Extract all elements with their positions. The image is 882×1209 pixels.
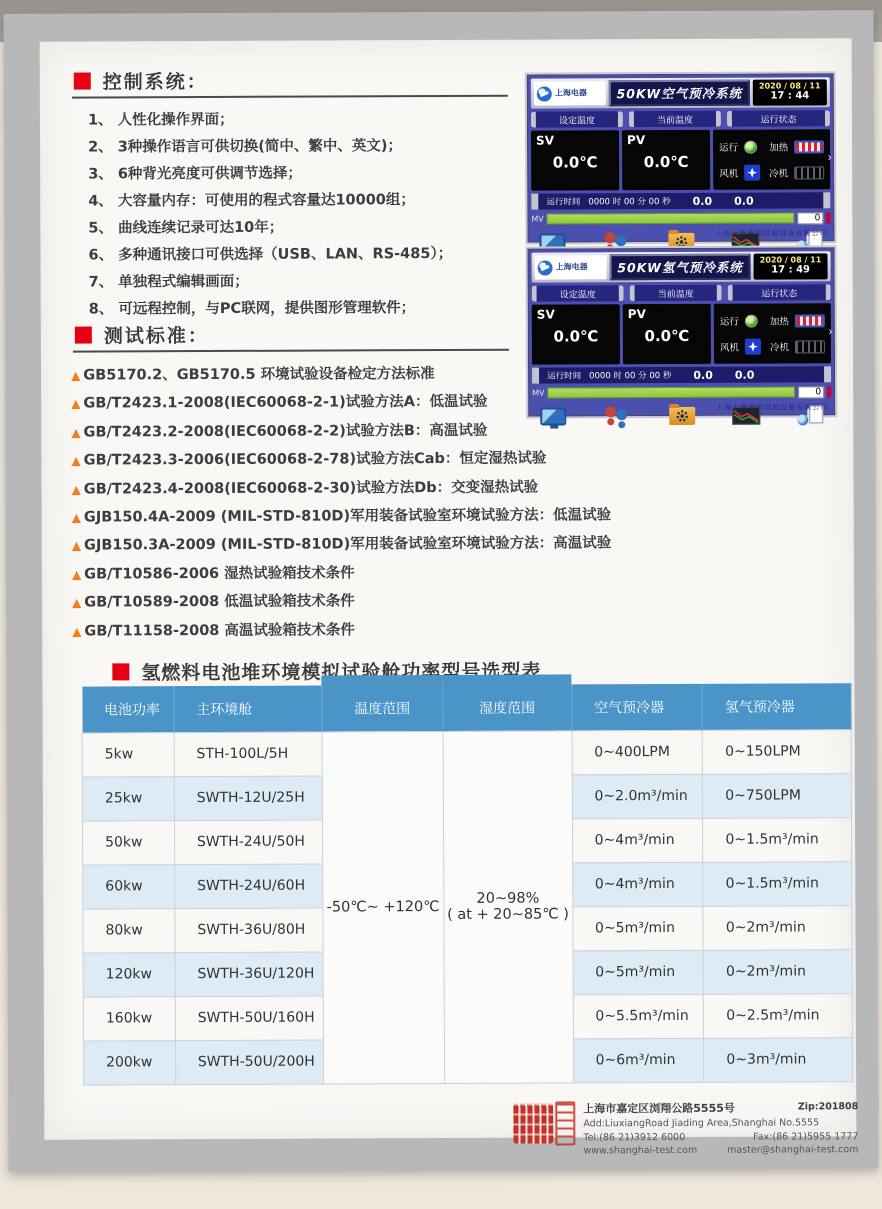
cell-h2-precooler: 0~3m³/min bbox=[704, 1037, 853, 1082]
fan-label: 风机 bbox=[719, 342, 739, 354]
control-system-item: 8、 可远程控制，与PC联网，提供图形管理软件； bbox=[88, 300, 416, 318]
panel-title: 50KW空气预冷系统 bbox=[609, 80, 750, 107]
runtime-extra-2: 0.0 bbox=[734, 368, 755, 382]
col-header-chamber: 主环境舱 bbox=[174, 686, 322, 733]
panel-main bbox=[531, 129, 833, 190]
cell-air-precooler: 0~400LPM bbox=[572, 730, 703, 775]
cell-power: 160kw bbox=[83, 996, 175, 1040]
cell-h2-precooler: 0~1.5m³/min bbox=[703, 861, 852, 906]
cell-air-precooler: 0~2.0m³/min bbox=[572, 774, 703, 819]
heater-icon bbox=[794, 140, 824, 153]
fan-label: 风机 bbox=[719, 168, 739, 180]
panel-date: 2020 / 08 / 11 bbox=[759, 255, 822, 265]
col-header-temp: 温度范围 bbox=[322, 685, 443, 732]
runtime-bar bbox=[532, 366, 831, 383]
control-system-item: 4、 大容量内存：可使用的程式容量达10000组； bbox=[88, 192, 415, 210]
col-header-humidity: 湿度范围 bbox=[443, 684, 572, 731]
control-system-item: 1、 人性化操作界面； bbox=[87, 111, 234, 129]
test-standard-item: ▲ GB/T2423.3-2006(IEC60068-2-78)试验方法Cab：恒定湿热试验 bbox=[71, 450, 547, 469]
program-folder-icon bbox=[669, 407, 695, 425]
control-system-item: 7、 单独程式编辑画面； bbox=[88, 273, 249, 291]
panel-tab-bar bbox=[531, 110, 830, 127]
hmi-screenshot-hydrogen bbox=[528, 247, 836, 416]
pv-label: PV bbox=[627, 307, 646, 322]
panel-logo bbox=[534, 81, 606, 105]
col-header-h2-precooler: 氢气预冷器 bbox=[702, 683, 851, 730]
cell-chamber: SWTH-36U/80H bbox=[175, 908, 323, 953]
sv-label: SV bbox=[536, 307, 555, 322]
test-standard-item: ▲ GB/T2423.1-2008(IEC60068-2-1)试验方法A：低温试验 bbox=[71, 394, 488, 412]
mv-row bbox=[532, 385, 831, 399]
hmi-panel bbox=[528, 247, 836, 416]
cell-chamber: SWTH-36U/120H bbox=[175, 952, 323, 997]
mv-progress-bar bbox=[547, 212, 795, 224]
cool-label: 冷机 bbox=[769, 168, 789, 180]
cell-temp-range-merged: -50℃~ +120℃ bbox=[322, 731, 444, 1084]
panel-watermark: 上海上器集团试验设备有限公司 bbox=[716, 403, 829, 412]
monitor-icon bbox=[540, 407, 566, 425]
cell-air-precooler: 0~4m³/min bbox=[572, 818, 703, 863]
test-standard-item: ▲ GJB150.4A-2009 (MIL-STD-810D)军用装备试验室环境试验方法：低温试验 bbox=[71, 507, 612, 526]
cell-power: 60kw bbox=[83, 864, 175, 908]
red-square-bullet bbox=[74, 73, 91, 90]
panel-date: 2020 / 08 / 11 bbox=[759, 81, 821, 91]
tab-set-temperature: 设定温度 bbox=[532, 285, 624, 301]
cell-h2-precooler: 0~2.5m³/min bbox=[704, 993, 853, 1038]
cell-power: 25kw bbox=[82, 776, 174, 820]
section-rule bbox=[72, 95, 508, 99]
triangle-bullet: ▲ bbox=[72, 595, 82, 610]
control-system-item: 3、 6种背光亮度可供调节选择； bbox=[88, 165, 302, 183]
control-system-list bbox=[88, 106, 519, 324]
control-system-item: 5、 曲线连续记录可达10年； bbox=[88, 219, 284, 237]
chiller-icon bbox=[795, 340, 825, 353]
cell-h2-precooler: 0~1.5m³/min bbox=[703, 817, 852, 862]
tab-current-temperature: 当前温度 bbox=[630, 285, 722, 301]
sv-label: SV bbox=[536, 133, 555, 148]
triangle-bullet: ▲ bbox=[71, 453, 81, 468]
cell-power: 80kw bbox=[83, 908, 175, 952]
heat-label: 加热 bbox=[769, 316, 789, 328]
mv-row bbox=[531, 211, 830, 225]
mv-value-box: 0 bbox=[797, 212, 823, 224]
col-header-power: 电池功率 bbox=[82, 686, 174, 732]
red-square-bullet bbox=[75, 327, 92, 344]
website: www.shanghai-test.com bbox=[583, 1145, 698, 1157]
cell-power: 200kw bbox=[83, 1040, 175, 1084]
test-standard-item: ▲ GJB150.3A-2009 (MIL-STD-810D)军用装备试验室环境试验方法：高温试验 bbox=[71, 535, 612, 554]
footer-contact-block bbox=[513, 1100, 858, 1159]
triangle-bullet: ▲ bbox=[71, 425, 81, 440]
red-square-bullet bbox=[112, 663, 129, 680]
model-selection-table bbox=[81, 683, 853, 1085]
runtime-bar bbox=[531, 192, 830, 209]
tab-run-status: 运行状态 bbox=[728, 284, 831, 300]
scanned-page bbox=[3, 10, 878, 1172]
cell-h2-precooler: 0~2m³/min bbox=[703, 949, 852, 994]
cell-chamber: STH-100L/5H bbox=[174, 732, 322, 777]
address-en: Add:LiuxiangRoad Jiading Area,Shanghai No.5555 bbox=[583, 1117, 820, 1130]
triangle-bullet: ▲ bbox=[71, 539, 82, 554]
section-title: 测试标准： bbox=[103, 325, 209, 348]
cell-air-precooler: 0~5m³/min bbox=[573, 950, 704, 995]
cool-label: 冷机 bbox=[769, 342, 789, 354]
runtime-extra-1: 0.0 bbox=[693, 368, 713, 382]
triangle-bullet: ▲ bbox=[71, 396, 81, 412]
cell-power: 5kw bbox=[82, 732, 174, 776]
logo-text: 上海电器 bbox=[555, 262, 588, 272]
test-standard-item: ▲ GB/T2423.4-2008(IEC60068-2-30)试验方法Db：交变湿热试验 bbox=[71, 479, 539, 498]
section-title: 控制系统： bbox=[102, 71, 208, 94]
cell-h2-precooler: 0~150LPM bbox=[702, 729, 851, 774]
pv-value: 0.0℃ bbox=[644, 326, 690, 346]
next-page-arrow: › bbox=[827, 150, 833, 165]
cell-chamber: SWTH-24U/60H bbox=[175, 864, 323, 909]
next-page-arrow: › bbox=[828, 324, 833, 339]
mv-label: MV bbox=[531, 214, 544, 224]
cell-h2-precooler: 0~2m³/min bbox=[703, 905, 852, 950]
email: master@shanghai-test.com bbox=[727, 1144, 859, 1157]
pv-display bbox=[623, 304, 711, 364]
mv-progress-bar bbox=[547, 386, 795, 398]
test-standards-header bbox=[75, 321, 209, 349]
zip-code: Zip:201808 bbox=[797, 1101, 859, 1113]
run-status-box bbox=[714, 303, 831, 364]
runtime-value: 0000 时 00 分 00 秒 bbox=[588, 196, 671, 208]
cell-air-precooler: 0~5.5m³/min bbox=[573, 994, 704, 1039]
test-standard-item: ▲ GB5170.2、GB5170.5 环境试验设备检定方法标准 bbox=[71, 366, 435, 384]
logo-swirl-icon bbox=[537, 86, 552, 101]
panel-tab-bar bbox=[532, 284, 831, 301]
pv-label: PV bbox=[627, 133, 646, 148]
pv-value: 0.0℃ bbox=[643, 152, 689, 172]
panel-logo bbox=[535, 255, 607, 279]
sv-value: 0.0℃ bbox=[552, 153, 598, 172]
runtime-extra-2: 0.0 bbox=[734, 194, 754, 208]
mv-label: MV bbox=[532, 388, 545, 398]
panel-watermark: 上海上器集团试验设备有限公司 bbox=[715, 229, 828, 238]
cell-air-precooler: 0~5m³/min bbox=[572, 906, 703, 951]
tel: Tel:(86 21)3912 6000 bbox=[583, 1131, 686, 1144]
run-label: 运行 bbox=[719, 142, 739, 154]
cell-air-precooler: 0~4m³/min bbox=[572, 862, 703, 907]
panel-title: 50KW氢气预冷系统 bbox=[610, 254, 751, 281]
users-icon bbox=[603, 406, 631, 426]
cell-humidity-range-merged: 20~98% ( at + 20~85℃ ) bbox=[443, 730, 573, 1083]
triangle-bullet: ▲ bbox=[72, 624, 82, 639]
hmi-panel bbox=[527, 73, 835, 242]
cell-chamber: SWTH-12U/25H bbox=[174, 776, 322, 821]
mv-value-box: 0 bbox=[798, 386, 824, 398]
cell-power: 50kw bbox=[82, 820, 174, 864]
panel-datetime bbox=[754, 253, 828, 279]
test-standard-item: ▲ GB/T11158-2008 高温试验箱技术条件 bbox=[72, 622, 355, 640]
test-standard-item: ▲ GB/T10586-2006 湿热试验箱技术条件 bbox=[71, 565, 355, 583]
run-indicator-led bbox=[745, 314, 758, 327]
chiller-icon bbox=[794, 166, 824, 179]
selection-table-header bbox=[112, 657, 541, 686]
panel-header bbox=[531, 77, 830, 108]
panel-main bbox=[532, 303, 831, 364]
test-standard-item: ▲ GB/T10589-2008 低温试验箱技术条件 bbox=[72, 593, 355, 611]
cell-power: 120kw bbox=[83, 952, 175, 996]
runtime-label: 运行时间 bbox=[547, 371, 582, 382]
heater-icon bbox=[795, 314, 825, 327]
sv-value: 0.0℃ bbox=[553, 327, 599, 346]
hmi-screenshot-air bbox=[527, 73, 835, 242]
triangle-bullet: ▲ bbox=[71, 368, 81, 383]
fan-icon bbox=[744, 165, 760, 181]
selection-table-title: 氢燃料电池堆环境模拟试验舱功率型号选型表 bbox=[141, 660, 542, 685]
panel-datetime bbox=[753, 79, 827, 105]
logo-text: 上海电器 bbox=[554, 88, 587, 98]
run-status-box bbox=[713, 129, 833, 190]
run-label: 运行 bbox=[719, 316, 739, 328]
triangle-bullet: ▲ bbox=[71, 510, 81, 525]
tab-run-status: 运行状态 bbox=[727, 110, 830, 126]
cell-chamber: SWTH-50U/160H bbox=[175, 996, 323, 1041]
contact-lines bbox=[583, 1100, 858, 1158]
sv-display bbox=[531, 130, 619, 190]
address-cn: 上海市嘉定区浏翔公路5555号 bbox=[583, 1101, 735, 1116]
control-system-header bbox=[74, 67, 208, 95]
table-row bbox=[82, 729, 851, 776]
runtime-label: 运行时间 bbox=[546, 197, 581, 208]
brochure-sheet bbox=[40, 38, 859, 1157]
triangle-bullet: ▲ bbox=[71, 482, 81, 497]
section-rule bbox=[73, 349, 509, 353]
cell-chamber: SWTH-24U/50H bbox=[174, 820, 322, 865]
company-seal bbox=[513, 1101, 575, 1147]
logo-swirl-icon bbox=[538, 260, 553, 275]
col-header-air-precooler: 空气预冷器 bbox=[571, 684, 702, 731]
test-standard-item: ▲ GB/T2423.2-2008(IEC60068-2-2)试验方法B：高温试验 bbox=[71, 422, 488, 441]
cell-h2-precooler: 0~750LPM bbox=[703, 773, 852, 818]
heat-label: 加热 bbox=[769, 142, 789, 154]
control-system-item: 6、 多种通讯接口可供选择（USB、LAN、RS-485）； bbox=[88, 245, 453, 264]
fan-icon bbox=[745, 339, 761, 355]
pv-display bbox=[622, 130, 710, 190]
panel-time: 17 : 49 bbox=[771, 264, 811, 276]
cell-air-precooler: 0~6m³/min bbox=[573, 1038, 704, 1083]
fax: Fax:(86 21)5955 1777 bbox=[753, 1130, 859, 1143]
sv-display bbox=[532, 304, 620, 364]
tab-set-temperature: 设定温度 bbox=[531, 111, 623, 127]
runtime-extra-1: 0.0 bbox=[692, 194, 713, 208]
mv-end-tick bbox=[826, 212, 830, 223]
panel-time: 17 : 44 bbox=[770, 90, 810, 102]
runtime-value: 0000 时 00 分 00 秒 bbox=[589, 370, 672, 382]
triangle-bullet: ▲ bbox=[71, 567, 82, 582]
tab-current-temperature: 当前温度 bbox=[629, 111, 721, 127]
cell-chamber: SWTH-50U/200H bbox=[175, 1040, 323, 1085]
run-indicator-led bbox=[744, 140, 757, 153]
mv-end-tick bbox=[827, 386, 831, 397]
control-system-item: 2、 3种操作语言可供切换(简中、繁中、英文)； bbox=[88, 138, 403, 156]
table-header-row bbox=[82, 683, 851, 732]
panel-header bbox=[532, 251, 831, 282]
